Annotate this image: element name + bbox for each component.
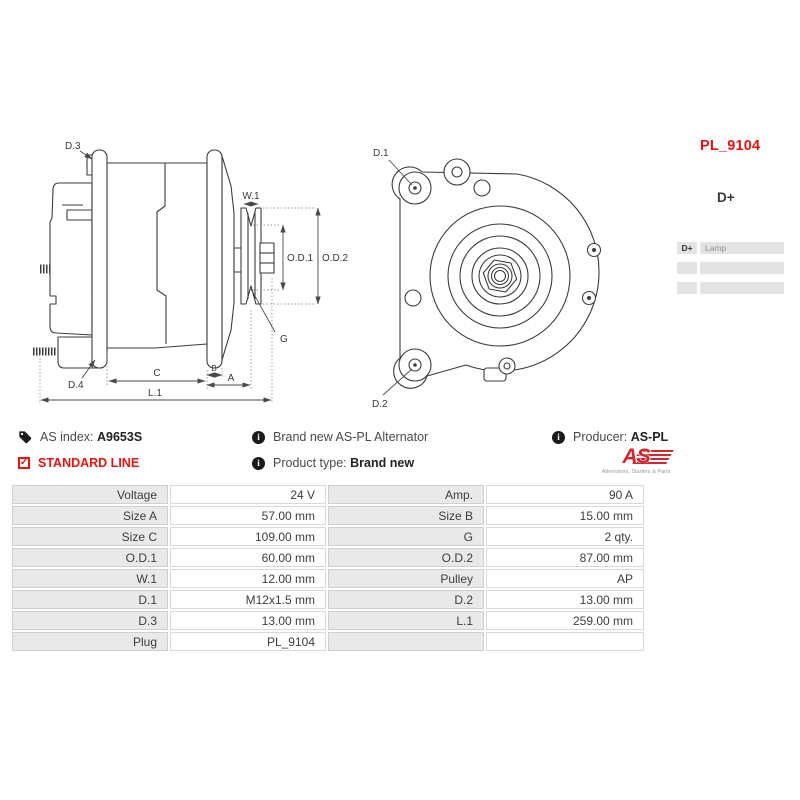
dim-label-od1: O.D.1 [287, 253, 314, 264]
spec-label: O.D.2 [328, 548, 484, 567]
dim-label-d2: D.2 [372, 399, 388, 410]
spec-value: 60.00 mm [170, 548, 326, 567]
spec-label: D.3 [12, 611, 168, 630]
spec-label: O.D.1 [12, 548, 168, 567]
plug-code: PL_9104 [700, 138, 761, 154]
as-index-value: A9653S [97, 430, 143, 444]
dim-label-od2: O.D.2 [322, 253, 349, 264]
spec-value: AP [486, 569, 644, 588]
as-pl-logo-mark [598, 446, 674, 468]
table-row [12, 569, 644, 588]
table-row [12, 506, 644, 525]
standard-line-row [18, 456, 139, 470]
spec-value: 13.00 mm [170, 611, 326, 630]
spec-value: 2 qty. [486, 527, 644, 546]
spec-label: W.1 [12, 569, 168, 588]
spec-label [328, 632, 484, 651]
side-view-technical-drawing [25, 118, 360, 418]
dim-label-c: C [153, 368, 161, 379]
logo-caption: Alternators, Starters & Parts [601, 469, 671, 475]
pin-name [677, 282, 697, 294]
dim-label-d3: D.3 [65, 141, 81, 152]
description-text: Brand new AS-PL Alternator [273, 430, 429, 444]
product-type-label: Product type: [273, 456, 347, 470]
spec-label: Voltage [12, 485, 168, 504]
as-index-row [18, 430, 142, 444]
spec-value: 13.00 mm [486, 590, 644, 609]
spec-value: M12x1.5 mm [170, 590, 326, 609]
dim-label-l1: L.1 [148, 388, 162, 399]
producer-label: Producer: [573, 430, 628, 444]
info-icon: i [252, 431, 265, 444]
info-icon: i [552, 431, 565, 444]
product-type-text [273, 456, 414, 470]
dim-label-a: A [227, 373, 235, 384]
table-row [12, 485, 644, 504]
pin-table-row [677, 282, 784, 294]
producer-text [573, 430, 668, 444]
front-view-technical-drawing [360, 130, 620, 410]
spec-value: 12.00 mm [170, 569, 326, 588]
spec-label: G [328, 527, 484, 546]
spec-label: Plug [12, 632, 168, 651]
spec-label: Size A [12, 506, 168, 525]
producer-row [552, 430, 668, 444]
spec-label: Amp. [328, 485, 484, 504]
description-row [252, 430, 428, 444]
pin-table-row [677, 262, 784, 274]
alternator-side-body [33, 150, 274, 368]
spec-label: D.2 [328, 590, 484, 609]
checked-checkbox-icon: ✓ [19, 457, 29, 468]
table-row [12, 632, 644, 651]
dim-label-g: G [280, 334, 288, 345]
spec-value: 109.00 mm [170, 527, 326, 546]
table-row [12, 527, 644, 546]
spec-value: PL_9104 [170, 632, 326, 651]
spec-value: 57.00 mm [170, 506, 326, 525]
tag-icon [18, 430, 32, 444]
pin-function [700, 282, 784, 294]
spec-table [10, 483, 646, 653]
spec-value: 87.00 mm [486, 548, 644, 567]
pin-name [677, 262, 697, 274]
spec-value: 15.00 mm [486, 506, 644, 525]
as-pl-logo [598, 446, 674, 475]
info-icon: i [252, 457, 265, 470]
table-row [12, 590, 644, 609]
as-index-label: AS index: [40, 430, 94, 444]
pin-name: D+ [677, 242, 697, 254]
standard-line-label: STANDARD LINE [38, 456, 140, 470]
spec-value: 90 A [486, 485, 644, 504]
dim-label-w1: W.1 [242, 191, 260, 202]
terminal-label: D+ [717, 190, 735, 205]
product-type-row [252, 456, 414, 470]
dim-label-d1: D.1 [373, 148, 389, 159]
spec-label: L.1 [328, 611, 484, 630]
spec-label: Size B [328, 506, 484, 525]
logo-text: AS [622, 445, 650, 468]
spec-value: 24 V [170, 485, 326, 504]
as-index-text [40, 430, 142, 444]
spec-label: D.1 [12, 590, 168, 609]
product-type-value: Brand new [350, 456, 415, 470]
pin-table-row [677, 242, 784, 254]
connector-pin-table [677, 242, 784, 302]
spec-label: Size C [12, 527, 168, 546]
spec-value: 259.00 mm [486, 611, 644, 630]
producer-value: AS-PL [630, 430, 669, 444]
spec-value [486, 632, 644, 651]
alternator-front-body [360, 130, 620, 410]
table-row [12, 548, 644, 567]
pin-function: Lamp [700, 242, 784, 254]
pin-function [700, 262, 784, 274]
dim-label-b: B [211, 364, 217, 373]
spec-label: Pulley [328, 569, 484, 588]
dim-label-d4: D.4 [68, 380, 84, 391]
table-row [12, 611, 644, 630]
